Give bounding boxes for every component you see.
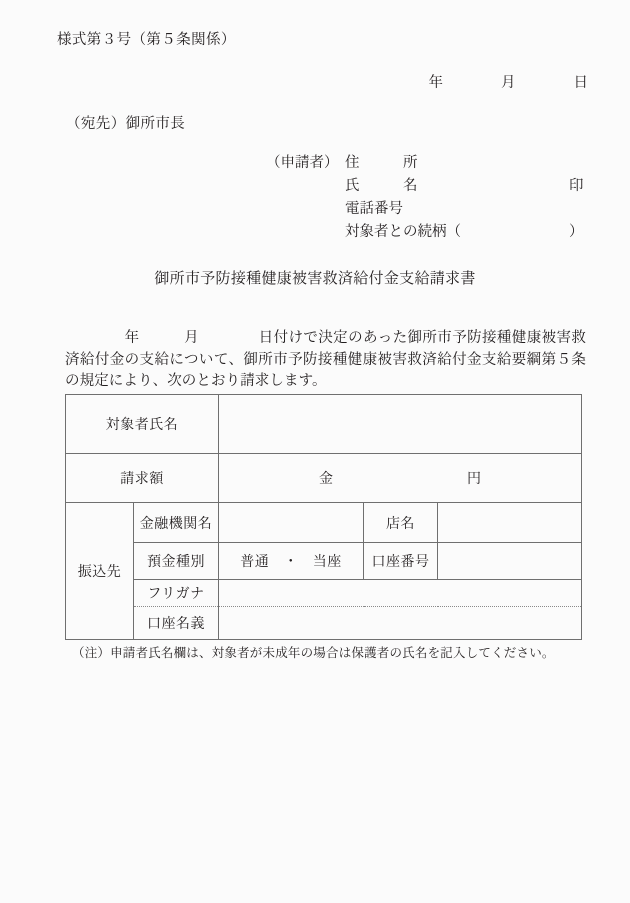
- seal-stamp-marker: 印: [569, 178, 584, 194]
- applicant-relation-row: [266, 221, 584, 244]
- applicant-phone-row: [266, 198, 403, 221]
- applicant-relation-label: 対象者との続柄（: [345, 224, 461, 240]
- table-row-deposit-type: [66, 543, 582, 580]
- furigana-label: フリガナ: [134, 580, 219, 607]
- table-row-bank-name: [66, 503, 582, 543]
- applicant-name-label: 氏 名: [345, 178, 418, 194]
- branch-name-value[interactable]: [438, 503, 582, 543]
- applicant-name-row: [266, 175, 584, 198]
- applicant-address-label: 住 所: [345, 155, 418, 171]
- request-body-paragraph: 年 月 日付けで決定のあった御所市予防接種健康被害救済給付金の支給について、御所市予防接種健康被害救済給付金支給要綱第５条の規定により、次のとおり請求します。: [65, 330, 586, 389]
- account-number-value[interactable]: [438, 543, 582, 580]
- applicant-address-row: [266, 152, 418, 175]
- subject-name-value[interactable]: [219, 395, 582, 454]
- applicant-relation-close-paren: ）: [569, 224, 584, 240]
- table-row-subject-name: [66, 395, 582, 454]
- account-holder-label: 口座名義: [134, 607, 219, 640]
- bank-name-label: 金融機関名: [134, 503, 219, 543]
- form-number: 様式第３号（第５条関係）: [57, 32, 236, 48]
- subject-name-label: 対象者氏名: [66, 395, 219, 454]
- furigana-value[interactable]: [219, 580, 582, 607]
- applicant-tag: （申請者）: [266, 155, 339, 171]
- submission-date-line: 年 月 日: [428, 75, 588, 91]
- claim-amount-label: 請求額: [66, 454, 219, 503]
- deposit-type-options[interactable]: 普通 ・ 当座: [219, 543, 364, 580]
- claim-amount-value[interactable]: [219, 454, 582, 503]
- footnote-note: （注）申請者氏名欄は、対象者が未成年の場合は保護者の氏名を記入してください。: [72, 646, 555, 660]
- claim-details-table: [65, 394, 582, 640]
- bank-name-value[interactable]: [219, 503, 364, 543]
- applicant-phone-label: 電話番号: [345, 201, 403, 217]
- table-row-claim-amount: [66, 454, 582, 503]
- account-holder-value[interactable]: [219, 607, 582, 640]
- account-number-label: 口座番号: [364, 543, 438, 580]
- page-title: 御所市予防接種健康被害救済給付金支給請求書: [154, 271, 476, 287]
- table-row-furigana: [66, 580, 582, 607]
- branch-name-label: 店名: [364, 503, 438, 543]
- amount-prefix-kanji: 金: [319, 472, 333, 487]
- deposit-type-label: 預金種別: [134, 543, 219, 580]
- applicant-block: [266, 152, 584, 244]
- table-row-account-holder: [66, 607, 582, 640]
- addressee-line: （宛先）御所市長: [66, 116, 186, 132]
- transfer-destination-label: 振込先: [66, 503, 134, 640]
- amount-suffix-yen: 円: [467, 472, 481, 487]
